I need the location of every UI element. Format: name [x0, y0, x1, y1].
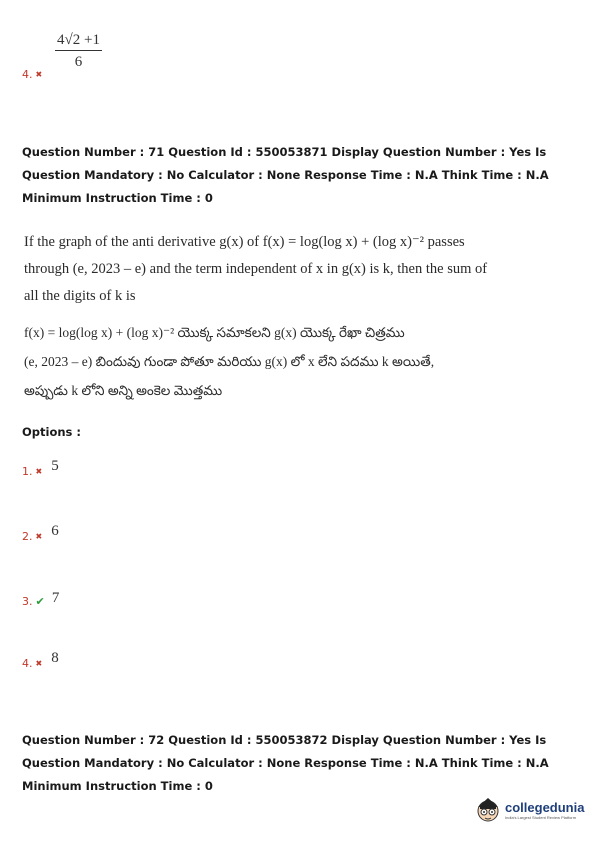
telugu-line-3: అప్పుడు k లోని అన్ని అంకెల మొత్తము	[24, 383, 223, 398]
top-option-4	[22, 63, 42, 82]
english-line-1: If the graph of the anti derivative g(x) of f(x) = log(log x) + (log x)⁻² passes	[24, 234, 465, 250]
wrong-icon: ✖	[35, 532, 43, 541]
option-value: 7	[51, 590, 60, 606]
logo-name: collegedunia	[505, 800, 585, 815]
fraction-numerator: 4√2 +1	[55, 32, 102, 51]
option-value: 6	[51, 523, 59, 539]
question-72-header: Question Number : 72 Question Id : 550053872 Display Question Number : Yes Is Question Mandatory : No Calculator : None Response Time : N.A Think Time : N.A Minimum Instruction Time : 0	[22, 733, 549, 793]
logo-tagline: India's Largest Student Review Platform	[505, 815, 577, 820]
option-number: 3.	[22, 595, 33, 608]
option-number: 1.	[22, 465, 33, 478]
telugu-line-2: (e, 2023 – e) బిందువు గుండా పోతూ మరియు g(x) లో x లేని పదము k అయితే,	[24, 354, 435, 369]
correct-check-icon: ✔	[35, 595, 45, 608]
wrong-icon: ✖	[35, 70, 43, 79]
option-value: 8	[51, 650, 59, 666]
question-71-english	[24, 229, 574, 310]
english-line-3: all the digits of k is	[24, 288, 136, 304]
english-line-2: through (e, 2023 – e) and the term independent of x in g(x) is k, then the sum of	[24, 261, 488, 277]
option-4	[22, 652, 59, 672]
option-number: 4.	[22, 657, 33, 670]
option-3	[22, 590, 59, 610]
question-71-header: Question Number : 71 Question Id : 550053871 Display Question Number : Yes Is Question Mandatory : No Calculator : None Response Time : N.A Think Time : N.A Minimum Instruction Time : 0	[22, 145, 549, 205]
options-label: Options :	[22, 425, 81, 439]
option-2	[22, 525, 59, 545]
wrong-icon: ✖	[35, 659, 43, 668]
telugu-line-1: f(x) = log(log x) + (log x)⁻² యొక్క సమాకలని g(x) యొక్క రేఖా చిత్రము	[24, 325, 405, 340]
fraction-denominator: 6	[74, 54, 83, 70]
option-number: 2.	[22, 530, 33, 543]
mascot-icon	[474, 795, 502, 825]
collegedunia-logo	[474, 795, 584, 825]
option-value: 5	[51, 458, 59, 474]
wrong-icon: ✖	[35, 467, 43, 476]
question-71-telugu	[24, 318, 579, 405]
option-1	[22, 460, 59, 480]
fraction-answer	[55, 32, 102, 71]
option-number: 4.	[22, 68, 33, 81]
